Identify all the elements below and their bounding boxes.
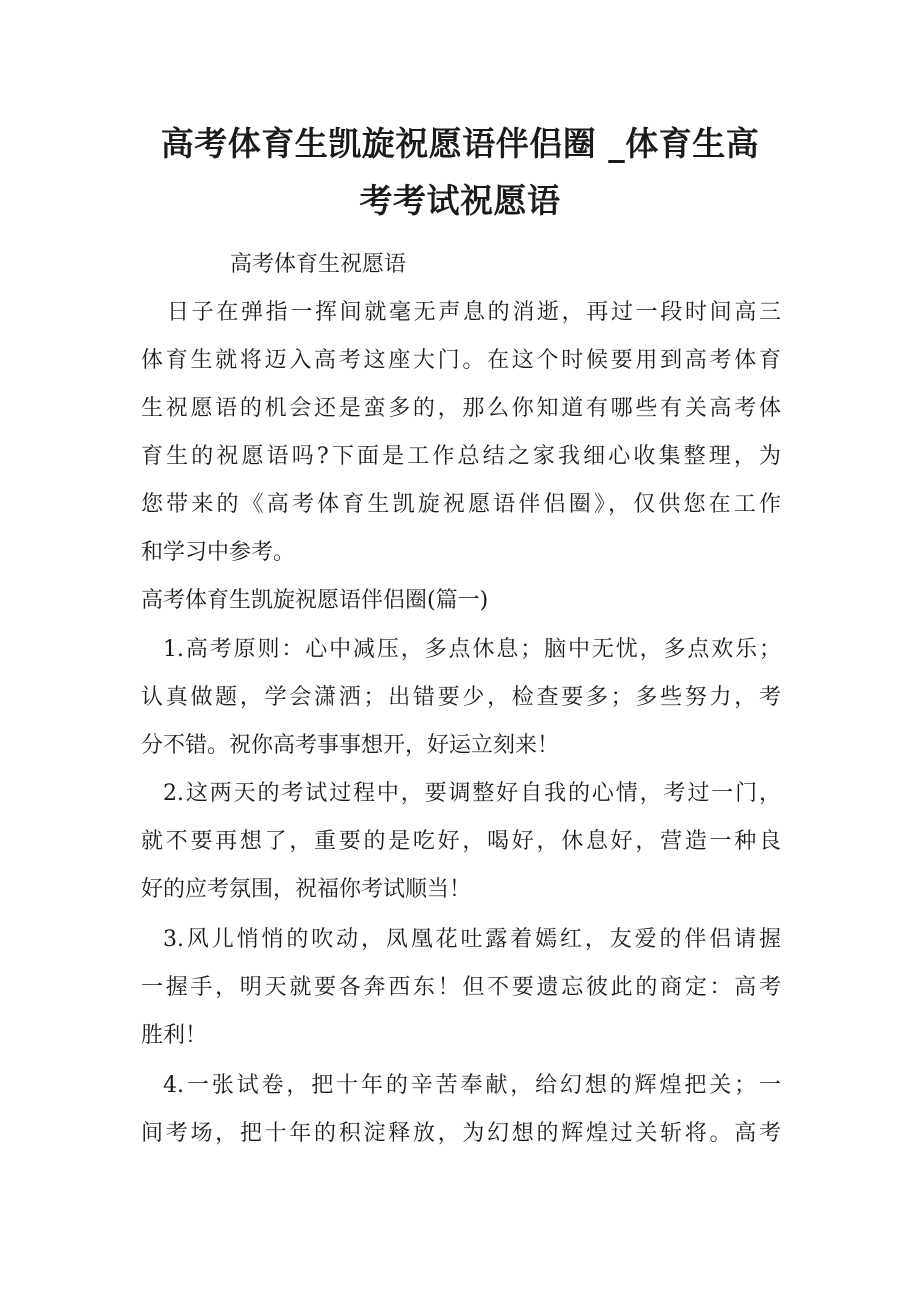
intro-line: 生祝愿语的机会还是蛮多的，那么你知道有哪些有关高考体 bbox=[141, 396, 781, 421]
item-1-line: 分不错。祝你高考事事想开，好运立刻来！ bbox=[141, 733, 560, 758]
item-4-line: 4.一张试卷，把十年的辛苦奉献，给幻想的辉煌把关；一 bbox=[163, 1073, 781, 1098]
item-3-line: 3.风儿悄悄的吹动，凤凰花吐露着嫣红，友爱的伴侣请握 bbox=[163, 927, 781, 952]
title-line-2: 考考试祝愿语 bbox=[359, 181, 561, 220]
item-2-line: 2.这两天的考试过程中，要调整好自我的心情，考过一门， bbox=[163, 781, 781, 806]
item-2-line: 好的应考氛围，祝福你考试顺当！ bbox=[141, 877, 472, 902]
title-line-1: 高考体育生凯旋祝愿语伴侣圈 _体育生高 bbox=[160, 124, 760, 163]
item-1-line: 1.高考原则：心中减压，多点休息；脑中无忧，多点欢乐； bbox=[163, 637, 781, 662]
subtitle: 高考体育生祝愿语 bbox=[230, 252, 407, 277]
item-1-line: 认真做题，学会潇洒；出错要少，检查要多；多些努力，考 bbox=[141, 685, 781, 710]
intro-line: 和学习中参考。 bbox=[141, 540, 296, 565]
intro-line: 日子在弹指一挥间就毫无声息的消逝，再过一段时间高三 bbox=[167, 300, 781, 325]
intro-line: 育生的祝愿语吗?下面是工作总结之家我细心收集整理，为 bbox=[141, 444, 781, 469]
intro-line: 您带来的《高考体育生凯旋祝愿语伴侣圈》，仅供您在工作 bbox=[141, 492, 781, 517]
intro-line: 体育生就将迈入高考这座大门。在这个时候要用到高考体育 bbox=[141, 348, 781, 373]
section-heading: 高考体育生凯旋祝愿语伴侣圈(篇一) bbox=[141, 588, 489, 613]
item-2-line: 就不要再想了，重要的是吃好，喝好，休息好，营造一种良 bbox=[141, 829, 781, 854]
document-title bbox=[120, 115, 800, 229]
item-3-line: 一握手，明天就要各奔西东！但不要遗忘彼此的商定：高考 bbox=[141, 975, 781, 1000]
item-4-line: 间考场，把十年的积淀释放，为幻想的辉煌过关斩将。高考 bbox=[141, 1121, 781, 1146]
item-3-line: 胜利！ bbox=[141, 1023, 208, 1048]
